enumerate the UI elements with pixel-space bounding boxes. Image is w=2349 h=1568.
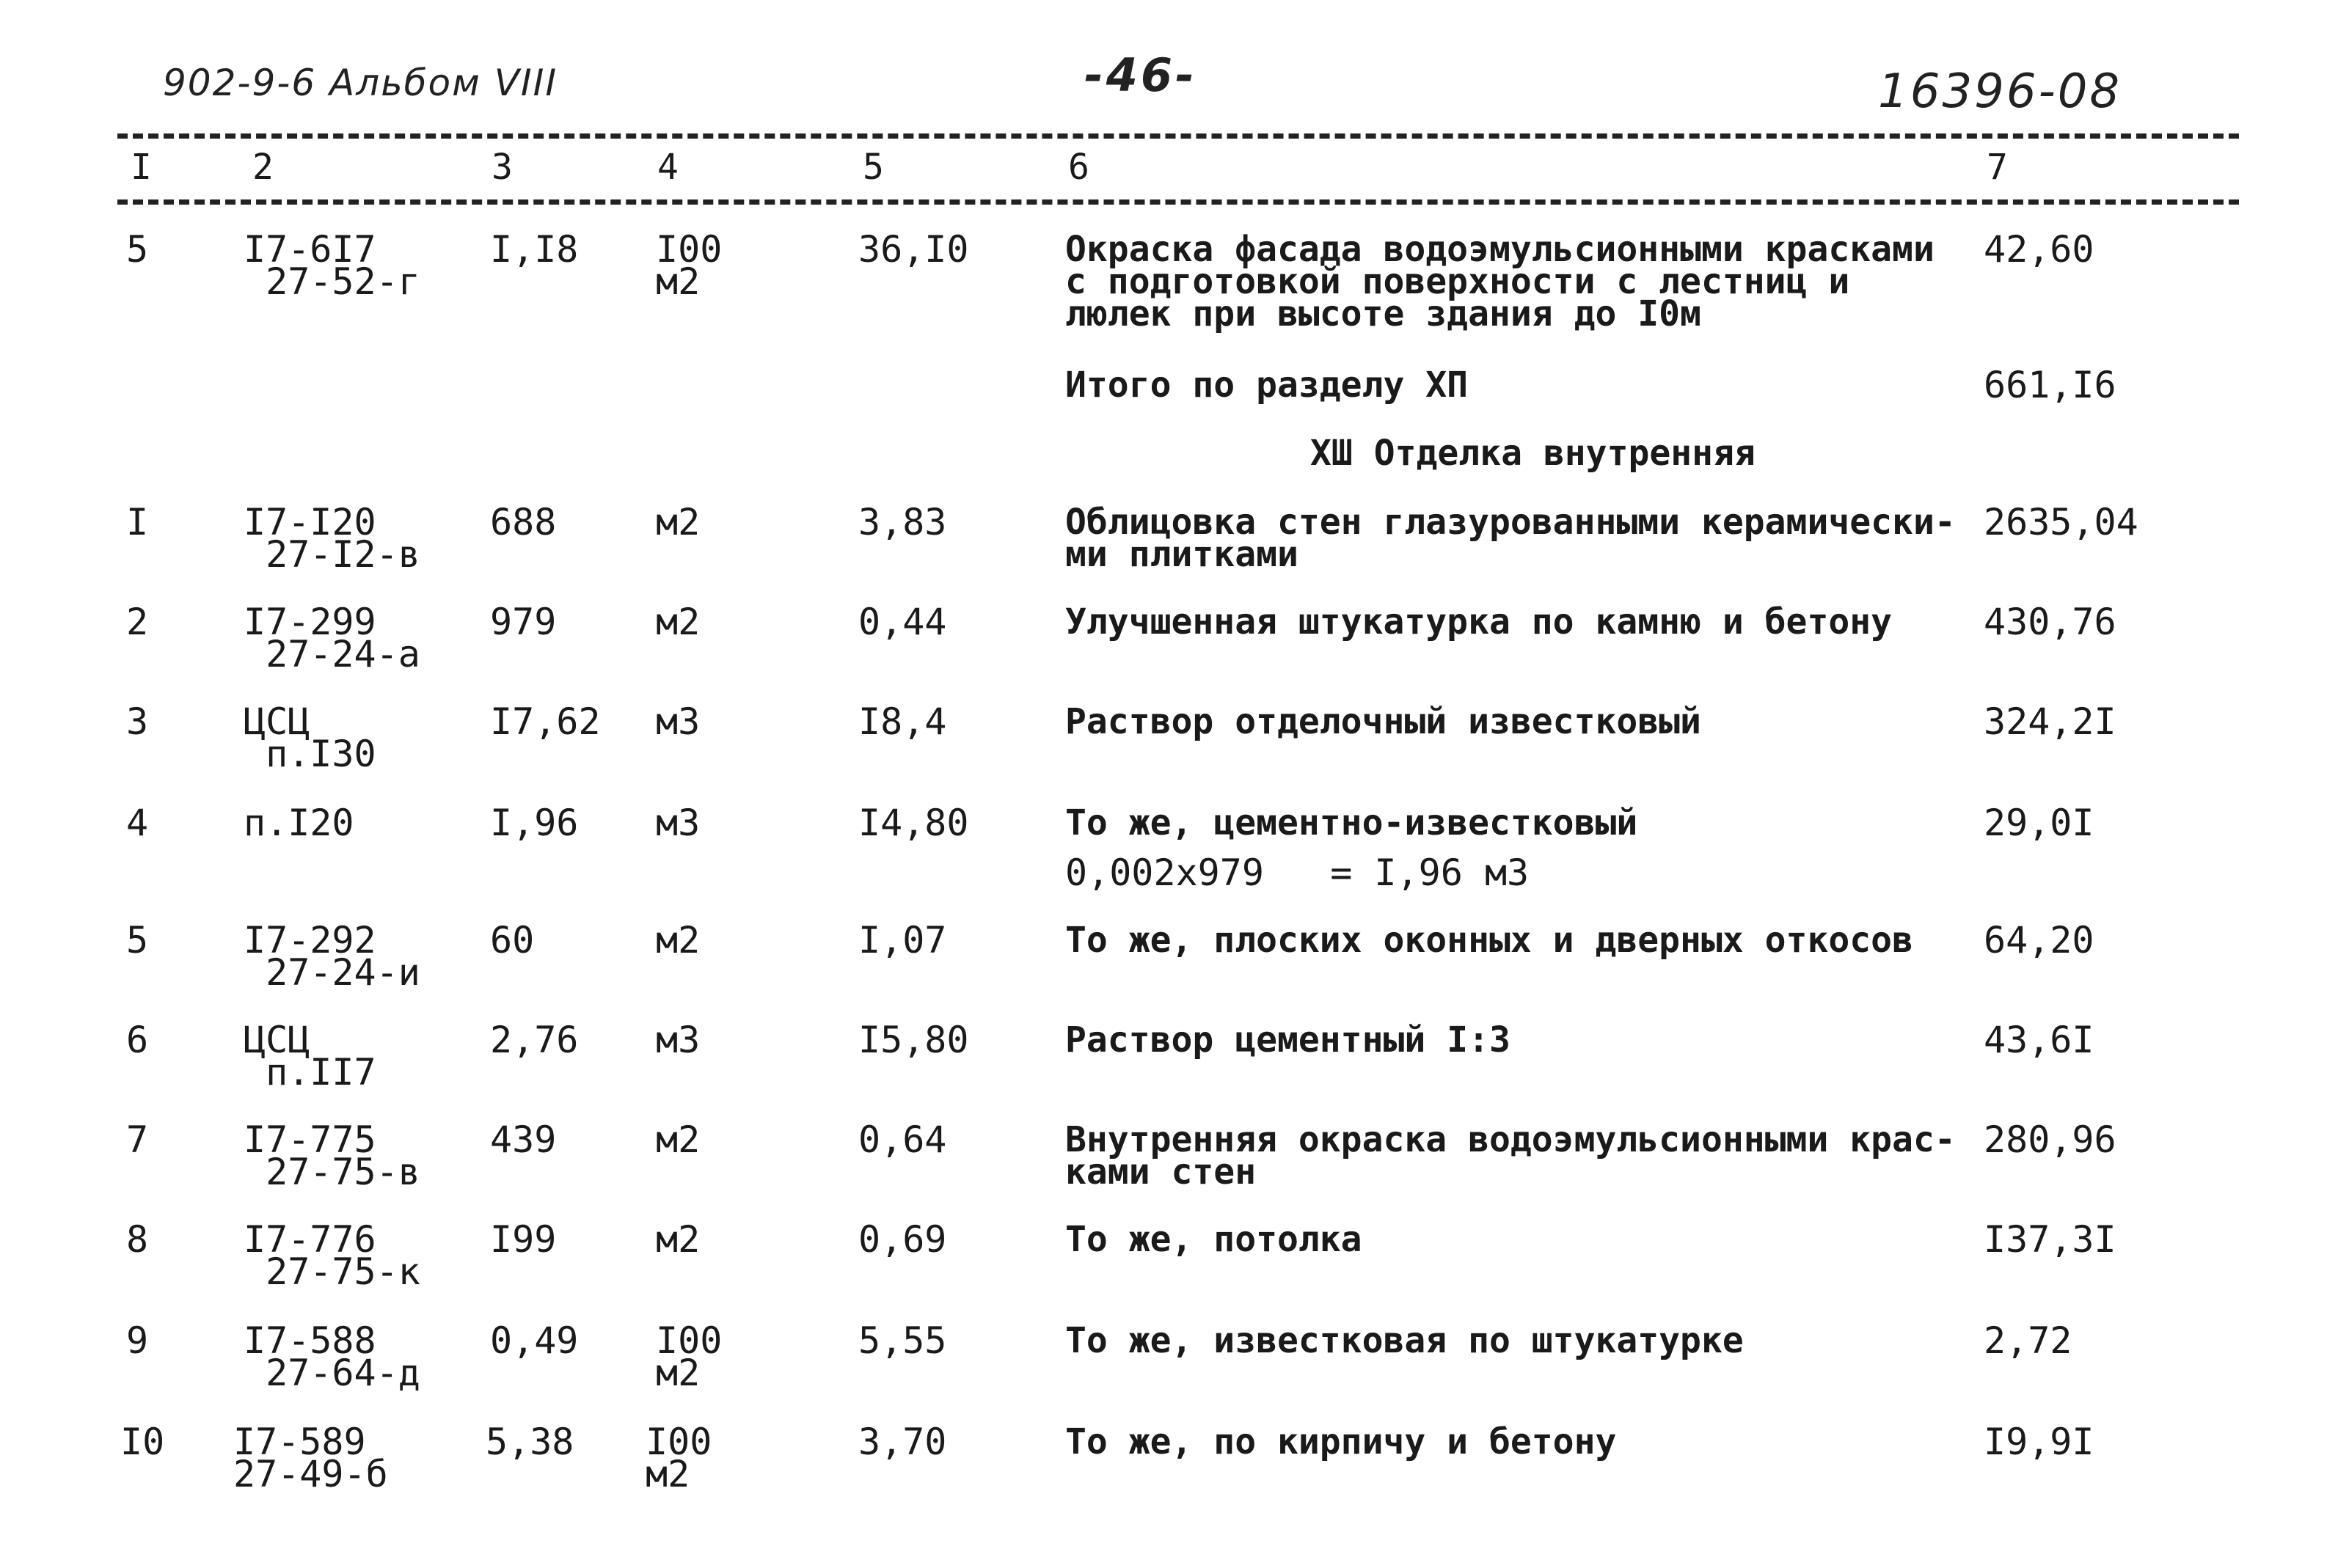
row-9-price: 5,55 (858, 1319, 947, 1362)
row-I-unit: м2 (656, 501, 701, 543)
row-4-total: 29,0I (1984, 802, 2094, 844)
row-10-unit: I00 м2 (646, 1421, 712, 1495)
row-6-quantity: 2,76 (490, 1019, 579, 1061)
row-6-total: 43,6I (1984, 1019, 2094, 1061)
row-I-quantity: 688 (490, 501, 557, 543)
row-10-quantity: 5,38 (486, 1421, 574, 1463)
row-1-price: 36,I0 (858, 228, 969, 271)
row-4-unit: м3 (656, 802, 701, 844)
row-9-description: То же, известковая по штукатурке (1065, 1320, 1744, 1361)
row-1-total: 42,60 (1984, 228, 2094, 271)
row-9-total: 2,72 (1984, 1319, 2072, 1362)
subtotal-value: 661,I6 (1984, 364, 2116, 406)
column-header-5: 5 (863, 147, 884, 188)
row-1-unit: I00 м2 (656, 228, 723, 303)
row-5-total: 64,20 (1984, 919, 2094, 961)
row-8-total: I37,3I (1984, 1218, 2116, 1261)
row-3-description: Раствор отделочный известковый (1065, 701, 1701, 742)
row-8-description: То же, потолка (1065, 1219, 1362, 1260)
section-title: ХШ Отделка внутренняя (1310, 433, 1756, 474)
row-6-position: 6 (126, 1019, 149, 1061)
row-1-position: 5 (126, 228, 149, 271)
row-1-code: I7-6I7 27-52-г (244, 228, 420, 303)
row-8-position: 8 (126, 1218, 149, 1261)
row-4-description: То же, цементно-известковый (1065, 802, 1638, 843)
row-2-description: Улучшенная штукатурка по камню и бетону (1065, 601, 1893, 642)
row-6-unit: м3 (656, 1019, 701, 1061)
row-7-code: I7-775 27-75-в (244, 1118, 420, 1193)
row-2-price: 0,44 (858, 601, 947, 643)
row-8-quantity: I99 (490, 1218, 557, 1261)
row-8-unit: м2 (656, 1218, 701, 1261)
row-9-quantity: 0,49 (490, 1319, 579, 1362)
row-3-code: ЦСЦ п.I30 (244, 700, 376, 775)
row-7-position: 7 (126, 1118, 149, 1161)
row-7-price: 0,64 (858, 1118, 947, 1161)
row-8-code: I7-776 27-75-к (244, 1218, 420, 1293)
row-I-description: Облицовка стен глазурованными керамически- ми плитками (1065, 502, 1956, 575)
column-header-6: 6 (1068, 147, 1089, 188)
row-7-total: 280,96 (1984, 1118, 2116, 1161)
row-I-code: I7-I20 27-I2-в (244, 501, 420, 576)
row-3-quantity: I7,62 (490, 700, 601, 743)
row-5-unit: м2 (656, 919, 701, 961)
row-10-position: I0 (120, 1421, 165, 1463)
row-10-description: То же, по кирпичу и бетону (1065, 1421, 1617, 1462)
row-3-unit: м3 (656, 700, 701, 743)
row-8-price: 0,69 (858, 1218, 947, 1261)
row-7-description: Внутренняя окраска водоэмульсионными крас- ками стен (1065, 1119, 1956, 1193)
row-I-price: 3,83 (858, 501, 947, 543)
row-10-price: 3,70 (858, 1421, 947, 1463)
row-5-quantity: 60 (490, 919, 535, 961)
row-7-quantity: 439 (490, 1118, 557, 1161)
row-2-quantity: 979 (490, 601, 557, 643)
row-2-code: I7-299 27-24-а (244, 601, 420, 675)
row-4-price: I4,80 (858, 802, 969, 844)
row-5-position: 5 (126, 919, 149, 961)
row-6-description: Раствор цементный I:3 (1065, 1019, 1510, 1060)
column-header-3: 3 (492, 147, 513, 188)
column-header-7: 7 (1987, 147, 2008, 188)
row-4-position: 4 (126, 802, 149, 844)
row-10-total: I9,9I (1984, 1421, 2094, 1463)
row-1-description: Окраска фасада водоэмульсионными красками с подготовкой поверхности с лестниц и люлек при высоте здания до I0м (1065, 229, 1935, 334)
column-header-4: 4 (657, 147, 679, 188)
row-4-calculation: 0,002х979 = I,96 м3 (1065, 851, 1530, 894)
row-1-quantity: I,I8 (490, 228, 579, 271)
row-9-code: I7-588 27-64-д (244, 1319, 420, 1394)
row-6-code: ЦСЦ п.II7 (244, 1019, 376, 1093)
row-10-code: I7-589 27-49-б (233, 1421, 388, 1495)
row-5-description: То же, плоских оконных и дверных откосов (1065, 920, 1913, 961)
header-rule-top (117, 133, 2239, 139)
row-I-total: 2635,04 (1984, 501, 2138, 543)
document-code: 16396-08 (1878, 65, 2122, 119)
row-3-price: I8,4 (858, 700, 947, 743)
page-number: -46- (1084, 48, 1197, 102)
row-7-unit: м2 (656, 1118, 701, 1161)
row-9-unit: I00 м2 (656, 1319, 723, 1394)
row-6-price: I5,80 (858, 1019, 969, 1061)
row-2-unit: м2 (656, 601, 701, 643)
column-header-1: I (131, 147, 152, 188)
row-9-position: 9 (126, 1319, 149, 1362)
header-rule-bottom (117, 199, 2239, 205)
row-5-code: I7-292 27-24-и (244, 919, 420, 994)
row-3-total: 324,2I (1984, 700, 2116, 743)
row-4-quantity: I,96 (490, 802, 579, 844)
subtotal-label: Итого по разделу ХП (1065, 364, 1469, 406)
album-reference: 902-9-6 Альбом VIII (163, 62, 558, 104)
row-2-position: 2 (126, 601, 149, 643)
row-I-position: I (126, 501, 149, 543)
row-3-position: 3 (126, 700, 149, 743)
row-5-price: I,07 (858, 919, 947, 961)
row-2-total: 430,76 (1984, 601, 2116, 643)
column-header-2: 2 (252, 147, 274, 188)
row-4-code: п.I20 (244, 802, 354, 844)
